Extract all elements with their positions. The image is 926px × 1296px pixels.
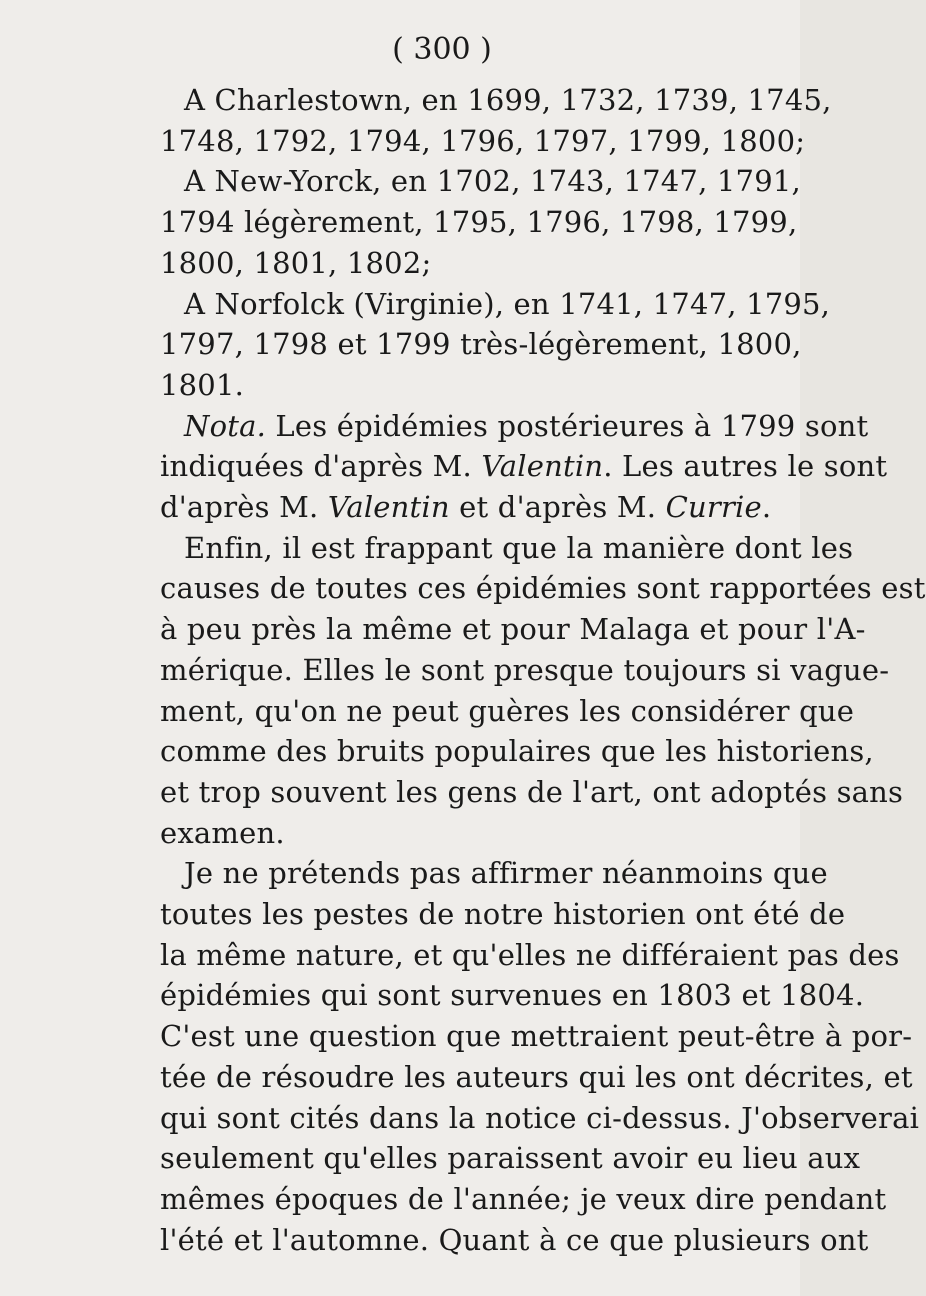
author-name: Valentin: [481, 449, 604, 484]
text-line: tée de résoudre les auteurs qui les ont décrites, et: [160, 1059, 913, 1094]
author-name: Valentin: [327, 490, 450, 525]
paragraph-je-ne: [160, 853, 920, 1260]
text-line: mêmes époques de l'année; je veux dire pendant: [160, 1181, 887, 1216]
text-span: indiquées d'après M.: [160, 449, 482, 484]
text-line: seulement qu'elles paraissent avoir eu lieu aux: [160, 1141, 861, 1176]
paragraph-nota: [160, 406, 888, 528]
paragraph-charlestown: [160, 80, 832, 161]
text-span: .: [761, 490, 772, 525]
text-line: 1801.: [160, 367, 245, 402]
paragraph-norfolk: [160, 284, 831, 406]
text-line: mérique. Elles le sont presque toujours si vague-: [160, 652, 890, 687]
text-line: Je ne prétends pas affirmer néanmoins que: [184, 856, 828, 891]
text-line: [160, 487, 772, 528]
text-line: 1794 légèrement, 1795, 1796, 1798, 1799,: [160, 205, 798, 240]
text-line: 1748, 1792, 1794, 1796, 1797, 1799, 1800;: [160, 123, 806, 158]
page-number: ( 300 ): [392, 32, 492, 67]
text-line: Enfin, il est frappant que la manière dont les: [184, 530, 854, 565]
text-line: causes de toutes ces épidémies sont rapportées est: [160, 571, 926, 606]
text-line: [160, 446, 888, 487]
paragraph-enfin: [160, 528, 926, 854]
text-line: 1800, 1801, 1802;: [160, 245, 432, 280]
text-span: d'après M.: [160, 490, 328, 525]
nota-text: Les épidémies postérieures à 1799 sont: [266, 408, 869, 443]
text-span: . Les autres le sont: [603, 449, 888, 484]
text-line: [160, 406, 869, 447]
text-line: A New-Yorck, en 1702, 1743, 1747, 1791,: [184, 164, 801, 199]
nota-label: Nota.: [184, 408, 266, 443]
text-line: et trop souvent les gens de l'art, ont adoptés sans: [160, 774, 904, 809]
text-line: comme des bruits populaires que les historiens,: [160, 734, 874, 769]
author-name: Currie: [665, 490, 762, 525]
text-line: qui sont cités dans la notice ci-dessus. J'observerai: [160, 1100, 920, 1135]
text-line: 1797, 1798 et 1799 très-légèrement, 1800,: [160, 327, 802, 362]
text-line: à peu près la même et pour Malaga et pour l'A-: [160, 612, 866, 647]
text-line: C'est une question que mettraient peut-être à por-: [160, 1019, 913, 1054]
text-line: l'été et l'automne. Quant à ce que plusieurs ont: [160, 1222, 869, 1257]
text-line: épidémies qui sont survenues en 1803 et 1804.: [160, 978, 865, 1013]
text-span: et d'après M.: [449, 490, 666, 525]
text-line: toutes les pestes de notre historien ont été de: [160, 897, 846, 932]
text-line: examen.: [160, 815, 285, 850]
text-line: A Charlestown, en 1699, 1732, 1739, 1745,: [184, 83, 832, 117]
paragraph-newyork: [160, 161, 801, 283]
text-line: la même nature, et qu'elles ne différaient pas des: [160, 937, 900, 972]
text-line: ment, qu'on ne peut guères les considérer que: [160, 693, 855, 728]
text-line: A Norfolck (Virginie), en 1741, 1747, 1795,: [184, 286, 831, 321]
